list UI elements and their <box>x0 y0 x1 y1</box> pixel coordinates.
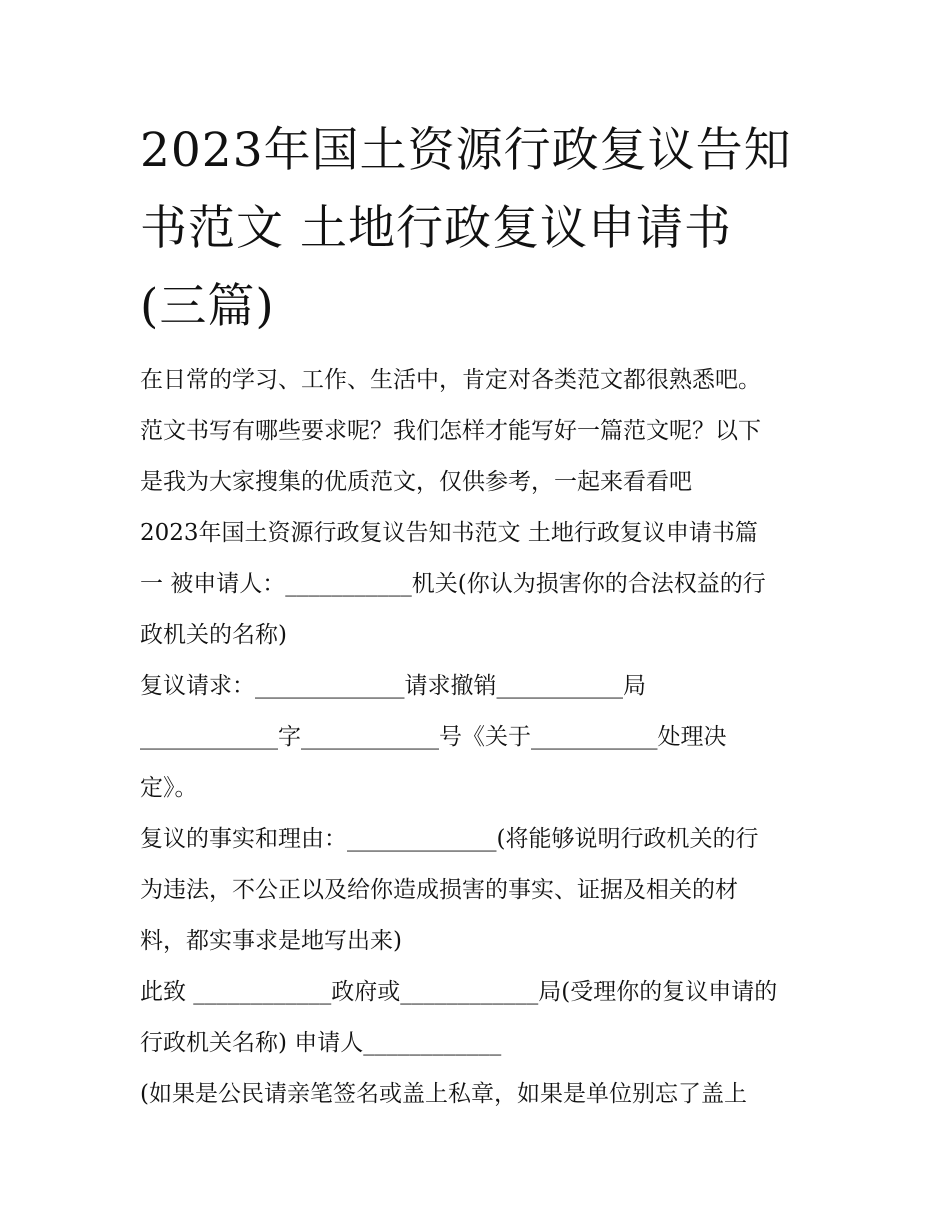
title-line: 书范文 土地行政复议申请书 <box>140 201 732 256</box>
body-line: 一 被申请人：___________机关(你认为损害你的合法权益的行 <box>140 571 766 597</box>
title-line: (三篇) <box>140 279 275 334</box>
body-line: 复议的事实和理由：_____________(将能够说明行政机关的行 <box>140 826 759 852</box>
body-line: 此致 ____________政府或____________局(受理你的复议申请的 <box>140 979 778 1005</box>
body-line: 政机关的名称) <box>140 622 287 648</box>
title-line: 2023年国土资源行政复议告知 <box>140 123 792 178</box>
body-line: 料，都实事求是地写出来) <box>140 928 402 954</box>
body-line: 定》。 <box>140 775 198 801</box>
body-line: (如果是公民请亲笔签名或盖上私章，如果是单位别忘了盖上 <box>140 1081 747 1107</box>
document-body <box>140 355 830 1120</box>
body-line: 2023年国土资源行政复议告知书范文 土地行政复议申请书篇 <box>140 520 758 546</box>
document-title <box>140 112 830 346</box>
body-line: ____________字____________号《关于___________处理决 <box>140 724 727 750</box>
body-line: 是我为大家搜集的优质范文，仅供参考，一起来看看吧 <box>140 469 692 495</box>
body-line: 行政机关名称) 申请人____________ <box>140 1030 502 1056</box>
body-line: 范文书写有哪些要求呢？我们怎样才能写好一篇范文呢？以下 <box>140 418 761 444</box>
body-line: 在日常的学习、工作、生活中，肯定对各类范文都很熟悉吧。 <box>140 367 761 393</box>
body-line: 为违法，不公正以及给你造成损害的事实、证据及相关的材 <box>140 877 738 903</box>
body-line: 复议请求：_____________请求撤销___________局 <box>140 673 646 699</box>
